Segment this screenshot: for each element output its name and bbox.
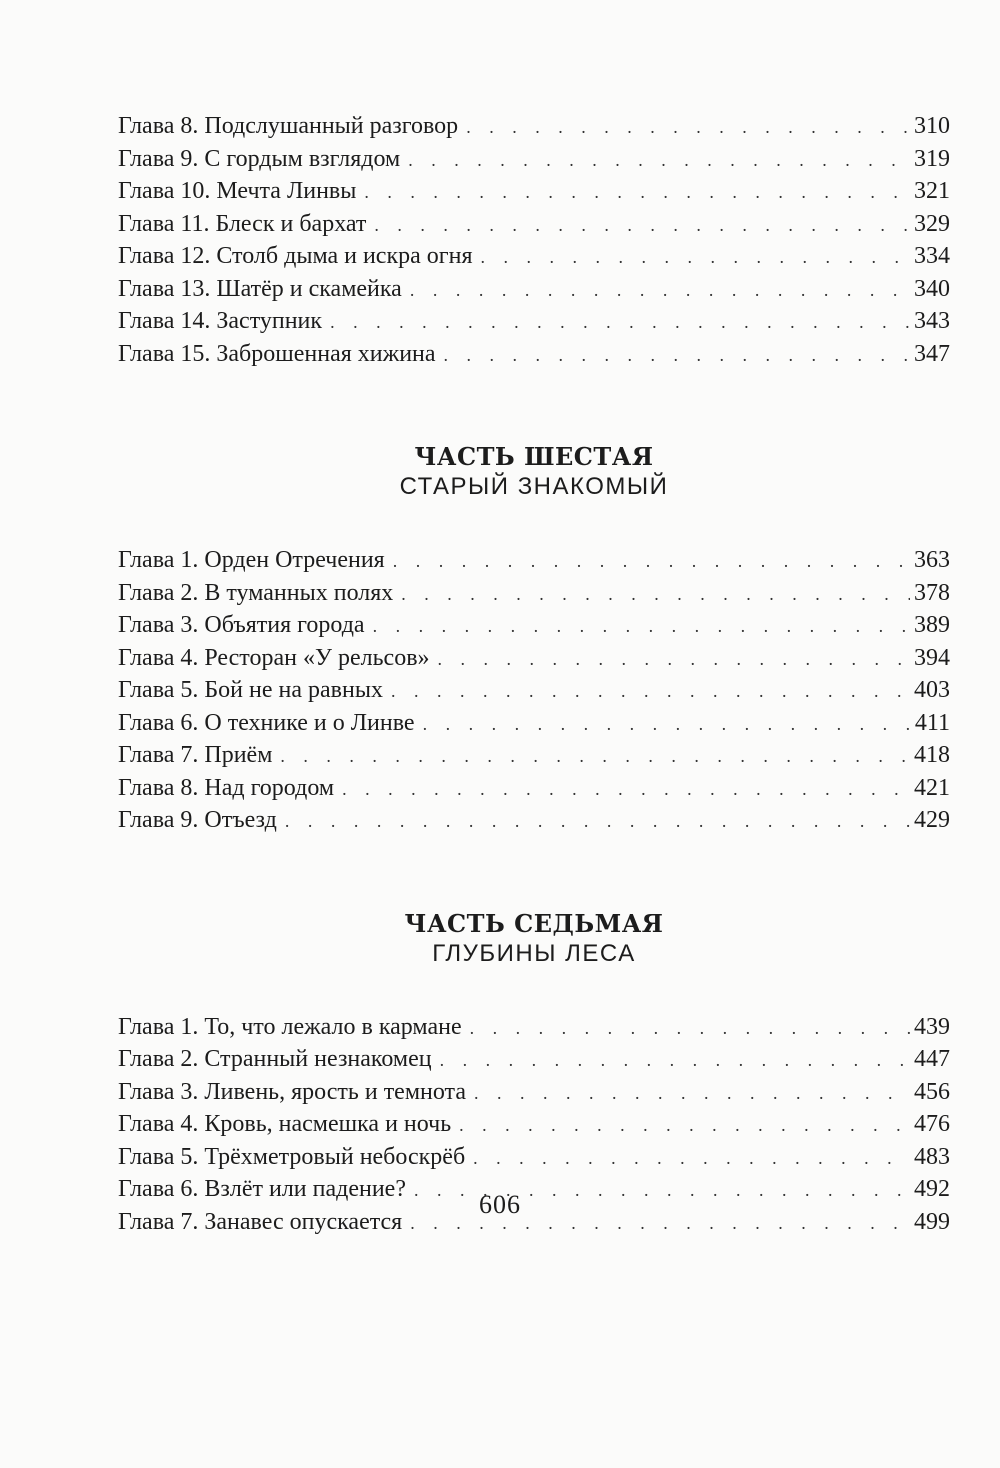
chapter-page-number: 483 <box>914 1143 950 1170</box>
chapter-page-number: 456 <box>914 1078 950 1105</box>
toc-entry[interactable] <box>118 1076 950 1109</box>
toc-entry[interactable] <box>118 577 950 610</box>
dot-leader <box>364 176 910 209</box>
chapter-page-number: 321 <box>914 178 950 204</box>
chapter-page-number: 418 <box>914 742 950 768</box>
chapter-title: Глава 15. Заброшенная хижина <box>118 340 436 367</box>
chapter-title: Глава 5. Трёхметровый небоскрёб <box>118 1143 466 1170</box>
chapter-title: Глава 6. Взлёт или падение? <box>118 1176 406 1202</box>
chapter-page-number: 499 <box>914 1208 950 1235</box>
chapter-page-number: 447 <box>914 1046 950 1072</box>
dot-leader <box>474 1077 910 1110</box>
chapter-title: Глава 12. Столб дыма и искра огня <box>118 243 473 269</box>
dot-leader <box>481 241 911 274</box>
toc-entry[interactable] <box>118 240 950 273</box>
chapter-title: Глава 7. Приём <box>118 742 273 768</box>
dot-leader <box>393 545 910 578</box>
chapter-page-number: 347 <box>914 340 950 367</box>
dot-leader <box>466 111 910 144</box>
chapter-title: Глава 4. Кровь, насмешка и ночь <box>118 1111 452 1137</box>
toc-entry[interactable] <box>118 273 950 306</box>
chapter-page-number: 429 <box>914 807 950 833</box>
chapter-title: Глава 9. С гордым взглядом <box>118 145 401 172</box>
toc-entry[interactable] <box>118 1043 950 1076</box>
dot-leader <box>391 675 910 708</box>
chapter-title: Глава 8. Над городом <box>118 774 335 801</box>
section-5-chapter-list <box>118 110 950 370</box>
toc-entry[interactable] <box>118 1141 950 1174</box>
toc-entry[interactable] <box>118 642 950 675</box>
chapter-title: Глава 5. Бой не на равных <box>118 677 383 703</box>
chapter-title: Глава 2. В туманных полях <box>118 579 394 606</box>
dot-leader <box>373 610 910 643</box>
chapter-page-number: 334 <box>914 243 950 269</box>
toc-entry[interactable] <box>118 175 950 208</box>
dot-leader <box>285 805 910 838</box>
chapter-page-number: 403 <box>914 677 950 703</box>
chapter-page-number: 421 <box>914 774 950 801</box>
chapter-page-number: 310 <box>914 113 950 139</box>
toc-entry[interactable] <box>118 772 950 805</box>
chapter-title: Глава 11. Блеск и бархат <box>118 210 367 237</box>
dot-leader <box>438 643 910 676</box>
dot-leader <box>440 1044 910 1077</box>
dot-leader <box>280 740 910 773</box>
part-6-header <box>118 442 950 502</box>
chapter-page-number: 389 <box>914 612 950 638</box>
chapter-title: Глава 3. Объятия города <box>118 612 365 638</box>
chapter-title: Глава 10. Мечта Линвы <box>118 178 357 204</box>
page-number: 606 <box>479 1190 521 1219</box>
chapter-page-number: 340 <box>914 275 950 302</box>
toc-entry[interactable] <box>118 338 950 371</box>
chapter-page-number: 363 <box>914 547 950 573</box>
part-6-chapter-list <box>118 544 950 837</box>
toc-entry[interactable] <box>118 804 950 837</box>
chapter-page-number: 378 <box>914 579 950 606</box>
chapter-page-number: 411 <box>914 709 950 736</box>
toc-entry[interactable] <box>118 609 950 642</box>
chapter-title: Глава 4. Ресторан «У рельсов» <box>118 644 430 671</box>
toc-entry[interactable] <box>118 208 950 241</box>
toc-entry[interactable] <box>118 544 950 577</box>
chapter-title: Глава 13. Шатёр и скамейка <box>118 275 402 302</box>
toc-entry[interactable] <box>118 739 950 772</box>
toc-entry[interactable] <box>118 1011 950 1044</box>
dot-leader <box>459 1109 910 1142</box>
chapter-title: Глава 1. То, что лежало в кармане <box>118 1013 462 1040</box>
part-number-heading: ЧАСТЬ СЕДЬМАЯ <box>404 908 664 938</box>
chapter-page-number: 329 <box>914 210 950 237</box>
toc-entry[interactable] <box>118 674 950 707</box>
chapter-title: Глава 1. Орден Отречения <box>118 547 385 573</box>
chapter-title: Глава 3. Ливень, ярость и темнота <box>118 1078 466 1105</box>
part-number-heading: ЧАСТЬ ШЕСТАЯ <box>414 442 654 471</box>
toc-entry[interactable] <box>118 707 950 740</box>
dot-leader <box>374 209 910 242</box>
chapter-page-number: 343 <box>914 308 950 334</box>
toc-entry[interactable] <box>118 305 950 338</box>
chapter-title: Глава 6. О технике и о Линве <box>118 709 415 736</box>
dot-leader <box>408 144 910 177</box>
chapter-title: Глава 14. Заступник <box>118 308 323 334</box>
chapter-title: Глава 8. Подслушанный разговор <box>118 113 459 139</box>
dot-leader <box>330 306 910 339</box>
part-title-heading: ГЛУБИНЫ ЛЕСА <box>432 939 636 967</box>
dot-leader <box>473 1142 910 1175</box>
chapter-title: Глава 2. Странный незнакомец <box>118 1046 432 1072</box>
chapter-page-number: 439 <box>914 1013 950 1040</box>
chapter-page-number: 319 <box>914 145 950 172</box>
part-title-heading: СТАРЫЙ ЗНАКОМЫЙ <box>399 473 669 500</box>
chapter-page-number: 394 <box>914 644 950 671</box>
chapter-page-number: 492 <box>914 1176 950 1202</box>
dot-leader <box>342 773 910 806</box>
chapter-title: Глава 7. Занавес опускается <box>118 1208 403 1235</box>
toc-entry[interactable] <box>118 110 950 143</box>
table-of-contents <box>118 110 950 1238</box>
chapter-title: Глава 9. Отъезд <box>118 807 277 833</box>
dot-leader <box>401 578 910 611</box>
dot-leader <box>410 274 910 307</box>
part-7-header <box>118 909 950 969</box>
dot-leader <box>444 339 910 372</box>
toc-entry[interactable] <box>118 1108 950 1141</box>
dot-leader <box>470 1012 910 1045</box>
chapter-page-number: 476 <box>914 1111 950 1137</box>
dot-leader <box>423 708 911 741</box>
toc-entry[interactable] <box>118 143 950 176</box>
